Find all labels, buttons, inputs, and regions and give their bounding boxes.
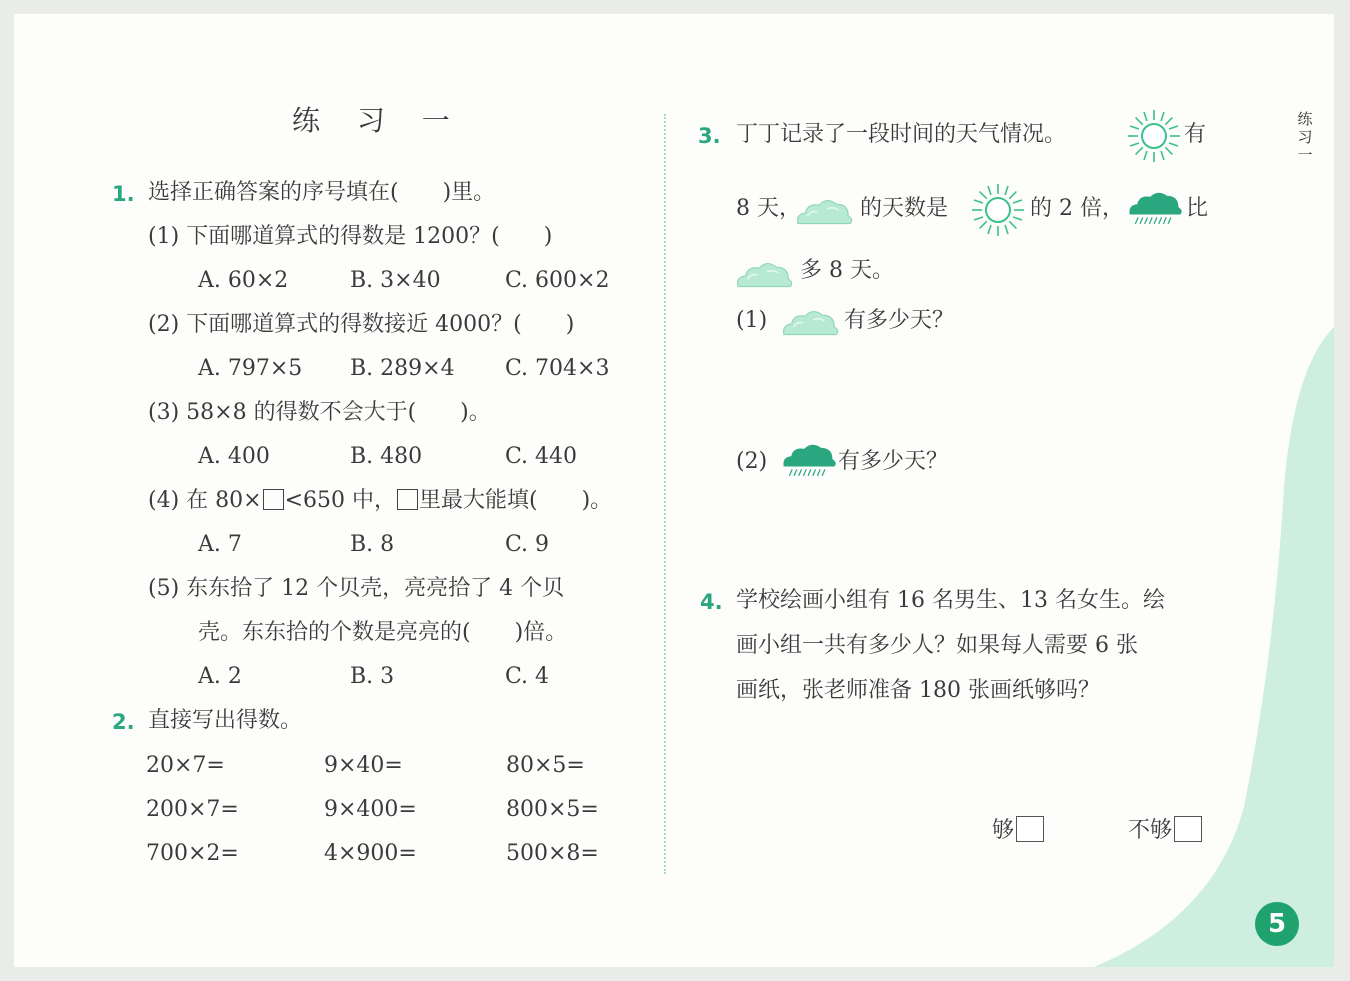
option-a: A. 400 (198, 444, 270, 469)
workbook-page (14, 14, 1334, 967)
option-b: B. 480 (350, 444, 423, 469)
question-number: 4. (700, 590, 723, 614)
subquestion-text: 有多少天？ (844, 308, 955, 333)
answer-label: 够 (992, 818, 1015, 843)
option-c: C. 440 (505, 444, 578, 469)
question-number: 1. (112, 182, 135, 206)
question-text: 有 (1184, 122, 1207, 147)
calc-item: 800×5= (506, 797, 599, 822)
option-a: A. 797×5 (198, 356, 303, 381)
calc-item: 80×5= (506, 753, 585, 778)
subquestion-text: (2) 下面哪道算式的得数接近 4000？( ) (148, 312, 575, 337)
cloud-icon (780, 305, 840, 337)
sun-icon (1126, 108, 1182, 164)
subquestion-text-part: <650 中， (284, 488, 396, 513)
side-tab (1294, 110, 1316, 164)
option-c: C. 4 (505, 664, 550, 689)
question-text: 的天数是 (860, 196, 949, 221)
answer-label: 不够 (1128, 818, 1173, 843)
side-tab-char: 一 (1297, 146, 1313, 164)
question-prompt: 选择正确答案的序号填在( )里。 (148, 180, 496, 205)
question-prompt: 直接写出得数。 (148, 708, 303, 733)
option-b: B. 8 (350, 532, 395, 557)
subquestion-text: (5) 东东拾了 12 个贝壳，亮亮拾了 4 个贝 (148, 576, 565, 601)
option-b: B. 3 (350, 664, 395, 689)
subquestion-text: 壳。东东拾的个数是亮亮的( )倍。 (198, 620, 568, 645)
enough-checkbox[interactable] (1016, 816, 1044, 842)
option-c: C. 9 (505, 532, 550, 557)
question-text: 丁丁记录了一段时间的天气情况。 (736, 122, 1067, 147)
subquestion-text-part: 里最大能填( )。 (419, 488, 613, 513)
question-text: 比 (1186, 196, 1209, 221)
subquestion-text: 有多少天？ (838, 449, 949, 474)
subquestion-text: (3) 58×8 的得数不会大于( )。 (148, 400, 491, 425)
option-c: C. 600×2 (505, 268, 610, 293)
question-text: 多 8 天。 (800, 258, 894, 283)
not-enough-checkbox[interactable] (1174, 816, 1202, 842)
subquestion-text-part: (4) 在 80× (148, 488, 262, 513)
side-tab-char: 练 (1297, 110, 1313, 128)
calc-item: 9×40= (324, 753, 403, 778)
subquestion-text (148, 488, 612, 514)
sun-icon (970, 182, 1026, 238)
answer-option-not-enough (1128, 816, 1202, 844)
calc-item: 20×7= (146, 753, 225, 778)
rain-cloud-icon (780, 442, 838, 478)
calc-item: 4×900= (324, 841, 417, 866)
column-divider (664, 114, 666, 874)
blank-box (397, 489, 418, 510)
option-a: A. 7 (198, 532, 242, 557)
question-text: 画纸，张老师准备 180 张画纸够吗？ (736, 678, 1100, 703)
calc-item: 200×7= (146, 797, 239, 822)
cloud-icon (734, 257, 794, 289)
blank-box (263, 489, 284, 510)
option-a: A. 60×2 (198, 268, 289, 293)
option-b: B. 3×40 (350, 268, 441, 293)
subquestion-text: (1) 下面哪道算式的得数是 1200？( ) (148, 224, 553, 249)
calc-item: 9×400= (324, 797, 417, 822)
question-number: 2. (112, 710, 135, 734)
subquestion-label: (2) (736, 449, 768, 474)
calc-item: 700×2= (146, 841, 239, 866)
page-title: 练 习 一 (292, 104, 464, 137)
option-b: B. 289×4 (350, 356, 455, 381)
page-number-badge: 5 (1255, 902, 1299, 946)
option-a: A. 2 (198, 664, 242, 689)
question-number: 3. (698, 124, 721, 148)
subquestion-label: (1) (736, 308, 768, 333)
question-text: 的 2 倍， (1030, 196, 1124, 221)
answer-option-enough (992, 816, 1044, 844)
rain-cloud-icon (1126, 190, 1184, 226)
calc-item: 500×8= (506, 841, 599, 866)
option-c: C. 704×3 (505, 356, 610, 381)
side-tab-char: 习 (1297, 128, 1313, 146)
question-text: 8 天， (736, 196, 801, 221)
question-text: 画小组一共有多少人？如果每人需要 6 张 (736, 633, 1138, 658)
cloud-icon (794, 194, 854, 226)
question-text: 学校绘画小组有 16 名男生、13 名女生。绘 (736, 588, 1165, 613)
